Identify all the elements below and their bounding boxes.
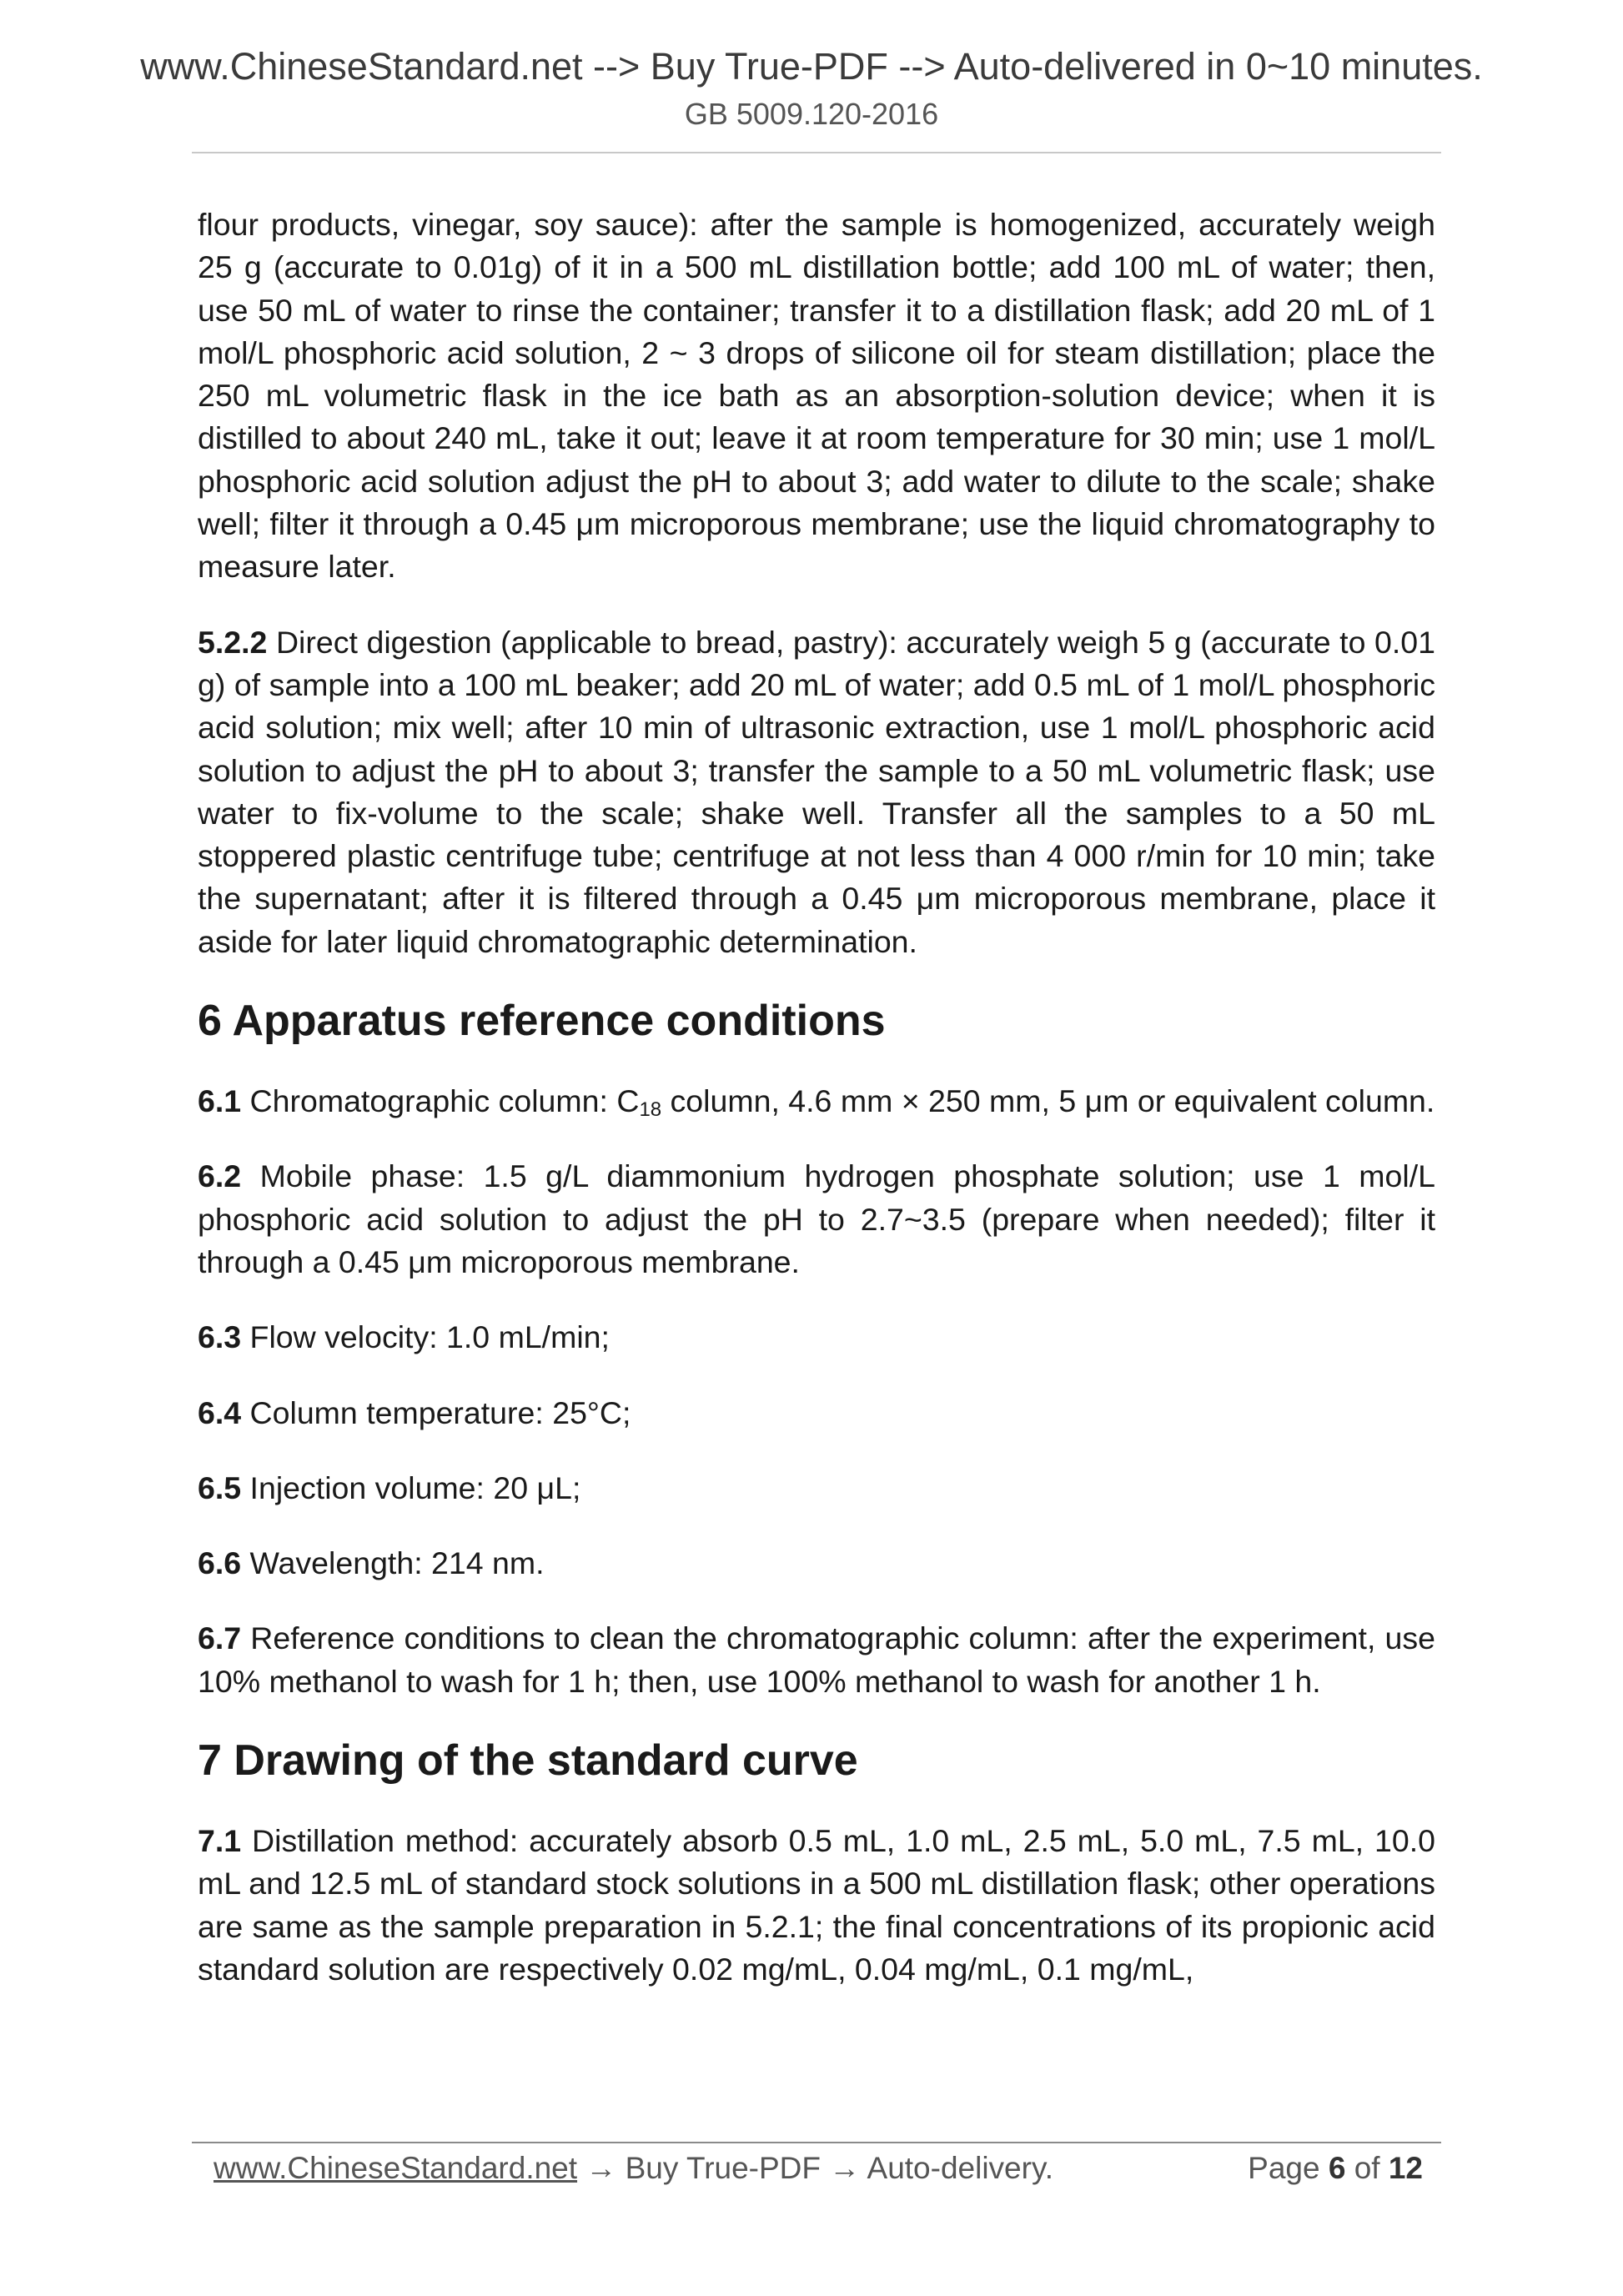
page-word: Page — [1248, 2151, 1329, 2185]
clause-6-3 — [198, 1316, 1435, 1359]
subscript: 18 — [639, 1098, 662, 1122]
document-code: GB 5009.120-2016 — [684, 97, 939, 131]
clause-text: Reference conditions to clean the chromatographic column: after the experiment, use 10% methanol to wash for 1 h; then, use 100% methanol to wash for another 1 h. — [198, 1620, 1435, 1699]
clause-text: Chromatographic column: C — [241, 1083, 640, 1119]
clause-number: 6.4 — [198, 1394, 242, 1430]
header-banner: www.ChineseStandard.net --> Buy True-PDF --> Auto-delivered in 0~10 minutes. — [140, 45, 1483, 88]
header-divider — [192, 152, 1441, 153]
footer-tagline: → Buy True-PDF → Auto-delivery. — [577, 2151, 1053, 2185]
footer-left — [214, 2147, 1053, 2190]
clause-text: column, 4.6 mm × 250 mm, 5 μm or equivalent column. — [661, 1083, 1435, 1119]
clause-6-6 — [198, 1542, 1435, 1585]
current-page-number: 6 — [1328, 2151, 1346, 2185]
section-heading-6: 6 Apparatus reference conditions — [198, 997, 886, 1046]
clause-number: 5.2.2 — [198, 624, 268, 660]
clause-text: Injection volume: 20 μL; — [241, 1470, 581, 1505]
total-pages: 12 — [1388, 2151, 1423, 2185]
clause-6-7 — [198, 1617, 1435, 1703]
page-body — [198, 203, 1435, 1991]
clause-text: Wavelength: 214 nm. — [241, 1545, 545, 1581]
clause-number: 6.3 — [198, 1319, 242, 1355]
page-indicator — [1248, 2147, 1423, 2190]
clause-number: 7.1 — [198, 1823, 242, 1859]
footer-divider — [192, 2142, 1441, 2143]
clause-number: 6.1 — [198, 1083, 242, 1119]
page-footer — [214, 2147, 1423, 2190]
clause-6-2 — [198, 1155, 1435, 1284]
clause-number: 6.5 — [198, 1470, 242, 1505]
clause-text: Column temperature: 25°C; — [241, 1394, 631, 1430]
clause-number: 6.6 — [198, 1545, 242, 1581]
clause-7-1 — [198, 1820, 1435, 1991]
clause-number: 6.7 — [198, 1620, 242, 1656]
of-word: of — [1345, 2151, 1389, 2185]
clause-number: 6.2 — [198, 1158, 242, 1194]
paragraph-continuation: flour products, vinegar, soy sauce): after the sample is homogenized, accurately weigh 25 g (accurate to 0.01g) of it in a 500 mL distillation bottle; add 100 mL of water; then, use 50 mL of water to rinse the container; transfer it to a distillation flask; add 20 mL of 1 mol/L phosphoric acid solution, 2 ~ 3 drops of silicone oil for steam distillation; place the 250 mL volumetric flask in the ice bath as an absorption-solution device; when it is distilled to about 240 mL, take it out; leave it at room temperature for 30 min; use 1 mol/L phosphoric acid solution adjust the pH to about 3; add water to dilute to the scale; shake well; filter it through a 0.45 μm microporous membrane; use the liquid chromatography to measure later. — [198, 207, 1435, 585]
clause-5-2-2 — [198, 621, 1435, 963]
clause-text: Distillation method: accurately absorb 0.5 mL, 1.0 mL, 2.5 mL, 5.0 mL, 7.5 mL, 10.0 mL and 12.5 mL of standard stock solutions in a 500 mL distillation flask; other operations are same as the sample preparation in 5.2.1; the final concentrations of its propionic acid standard solution are respectively 0.02 mg/mL, 0.04 mg/mL, 0.1 mg/mL, — [198, 1823, 1435, 1987]
clause-text: Mobile phase: 1.5 g/L diammonium hydrogen phosphate solution; use 1 mol/L phosphoric acid solution to adjust the pH to 2.7~3.5 (prepare when needed); filter it through a 0.45 μm microporous membrane. — [198, 1158, 1435, 1279]
clause-6-4 — [198, 1392, 1435, 1434]
clause-6-1 — [198, 1080, 1435, 1123]
section-heading-7: 7 Drawing of the standard curve — [198, 1736, 858, 1786]
clause-6-5 — [198, 1467, 1435, 1510]
footer-site-link[interactable]: www.ChineseStandard.net — [214, 2151, 578, 2185]
clause-text: Direct digestion (applicable to bread, pastry): accurately weigh 5 g (accurate to 0.01 g) of sample into a 100 mL beaker; add 20 mL of water; add 0.5 mL of 1 mol/L phosphoric acid solution; mix well; after 10 min of ultrasonic extraction, use 1 mol/L phosphoric acid solution to adjust the pH to about 3; transfer the sample to a 50 mL volumetric flask; use water to fix-volume to the scale; shake well. Transfer all the samples to a 50 mL stoppered plastic centrifuge tube; centrifuge at not less than 4 000 r/min for 10 min; take the supernatant; after it is filtered through a 0.45 μm microporous membrane, place it aside for later liquid chromatographic determination. — [198, 624, 1435, 959]
clause-text: Flow velocity: 1.0 mL/min; — [241, 1319, 610, 1355]
